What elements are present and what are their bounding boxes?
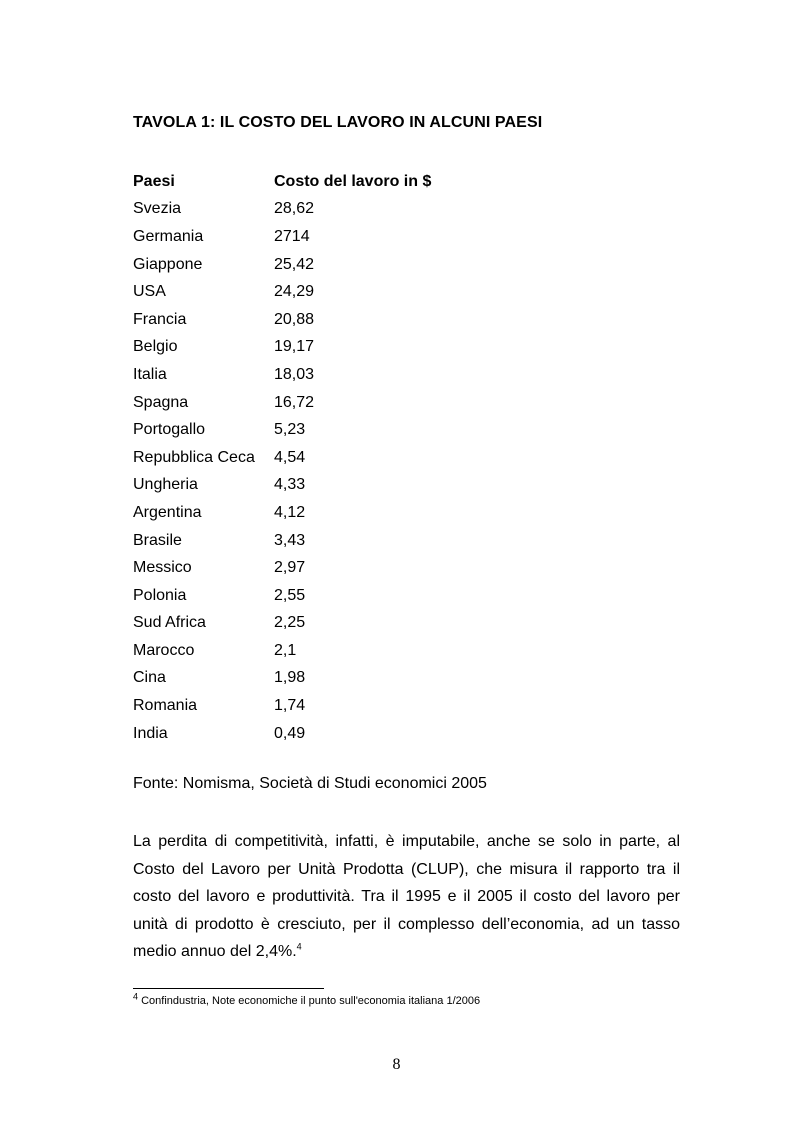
country-cell: Marocco [133,641,195,659]
country-cell: Sud Africa [133,614,206,632]
country-cell: USA [133,283,166,301]
cost-cell: 4,33 [274,476,306,494]
cost-cell: 1,98 [274,669,306,687]
table-row [133,416,553,444]
cost-cell: 28,62 [274,200,315,218]
country-cell: Spagna [133,393,189,411]
table-row [133,223,553,251]
table-row [133,278,553,306]
country-cell: Germania [133,227,204,245]
table-row [133,610,553,638]
header-cost: Costo del lavoro in $ [274,172,432,190]
table-source: Fonte: Nomisma, Società di Studi economici 2005 [133,775,487,792]
table-row [133,720,553,748]
footnote [133,991,481,1007]
footnote-text: Confindustria, Note economiche il punto sull'economia italiana 1/2006 [141,995,481,1007]
table-title: TAVOLA 1: IL COSTO DEL LAVORO IN ALCUNI PAESI [133,114,543,131]
country-cell: Polonia [133,586,187,604]
table-row [133,665,553,693]
table-row [133,361,553,389]
cost-cell: 4,54 [274,448,306,466]
table-row [133,389,553,417]
country-cell: India [133,724,168,742]
table-row [133,444,553,472]
cost-cell: 2,97 [274,559,306,577]
table-row [133,306,553,334]
table-row [133,334,553,362]
table-row [133,196,553,224]
country-cell: Cina [133,669,166,687]
cost-cell: 0,49 [274,724,306,742]
country-cell: Portogallo [133,421,206,439]
cost-cell: 24,29 [274,283,315,301]
table-row [133,527,553,555]
cost-cell: 1,74 [274,697,306,715]
table-body [133,196,553,748]
country-cell: Italia [133,365,167,383]
country-cell: Romania [133,697,198,715]
country-cell: Brasile [133,531,182,549]
table-row [133,251,553,279]
country-cell: Ungheria [133,476,198,494]
country-cell: Argentina [133,503,202,521]
cost-cell: 2,55 [274,586,306,604]
country-cell: Francia [133,310,187,328]
body-paragraph [133,828,680,966]
cost-cell: 16,72 [274,393,315,411]
country-cell: Svezia [133,200,182,218]
table-row [133,554,553,582]
table-row [133,582,553,610]
country-cell: Giappone [133,255,203,273]
cost-cell: 19,17 [274,338,315,356]
cost-cell: 5,23 [274,421,306,439]
page-number: 8 [392,1056,401,1073]
footnote-divider [133,988,324,989]
labor-cost-table [133,168,553,747]
table-row [133,472,553,500]
table-row [133,692,553,720]
table-header-row [133,168,553,196]
country-cell: Belgio [133,338,178,356]
table-row [133,499,553,527]
country-cell: Repubblica Ceca [133,448,255,466]
cost-cell: 18,03 [274,365,315,383]
cost-cell: 20,88 [274,310,315,328]
cost-cell: 2,1 [274,641,297,659]
cost-cell: 4,12 [274,503,306,521]
table-row [133,637,553,665]
cost-cell: 3,43 [274,531,306,549]
footnote-marker: 4 [133,991,139,1002]
cost-cell: 25,42 [274,255,315,273]
footnote-reference: 4 [296,942,302,953]
header-country: Paesi [133,172,175,190]
country-cell: Messico [133,559,192,577]
cost-cell: 2,25 [274,614,306,632]
cost-cell: 2714 [274,227,310,245]
paragraph-text: La perdita di competitività, infatti, è imputabile, anche se solo in parte, al Costo del Lavoro per Unità Prodotta (CLUP), che misura il rapporto tra il costo del lavoro e produttività. Tra il 1995 e il 2005 il costo del lavoro per unità di prodotto è cresciuto, per il complesso dell’economia, ad un tasso medio annuo del 2,4%. [133,833,680,961]
